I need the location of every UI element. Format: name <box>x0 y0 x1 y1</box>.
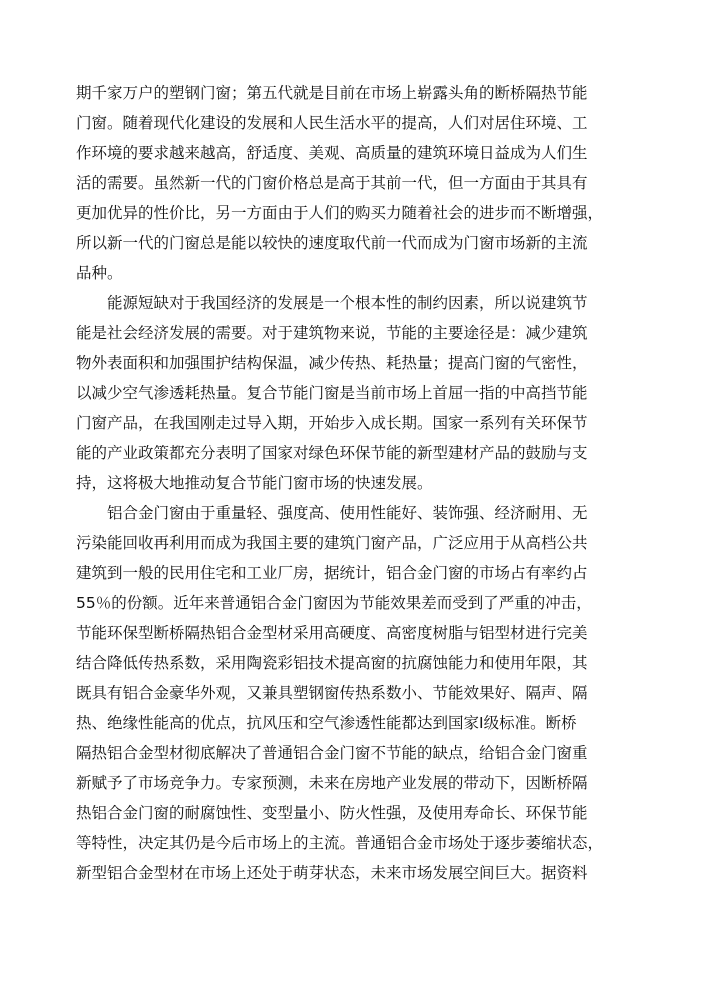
text-line: 污染能回收再利用而成为我国主要的建筑门窗产品，广泛应用于从高档公共 <box>76 534 588 552</box>
text-line: 门窗产品，在我国刚走过导入期，开始步入成长期。国家一系列有关环保节 <box>76 414 588 432</box>
text-line: 期千家万户的塑钢门窗；第五代就是目前在市场上崭露头角的断桥隔热节能 <box>76 84 588 102</box>
text-line: 新赋予了市场竞争力。专家预测，未来在房地产业发展的带动下，因断桥隔 <box>76 774 588 792</box>
text-line: 活的需要。虽然新一代的门窗价格总是高于其前一代，但一方面由于其具有 <box>76 174 588 192</box>
text-line: 持，这将极大地推动复合节能门窗市场的快速发展。 <box>76 474 433 492</box>
text-line: 热铝合金门窗的耐腐蚀性、变型量小、防火性强，及使用寿命长、环保节能 <box>76 804 588 822</box>
text-line: 以减少空气渗透耗热量。复合节能门窗是当前市场上首屈一指的中高挡节能 <box>76 384 588 402</box>
text-line: 等特性，决定其仍是今后市场上的主流。普通铝合金市场处于逐步萎缩状态， <box>76 834 604 852</box>
text-line: 作环境的要求越来越高，舒适度、美观、高质量的建筑环境日益成为人们生 <box>76 144 588 162</box>
text-line: 55％的份额。近年来普通铝合金门窗因为节能效果差而受到了严重的冲击， <box>76 594 592 612</box>
paragraph-first-line: 铝合金门窗由于重量轻、强度高、使用性能好、装饰强、经济耐用、无 <box>107 504 588 522</box>
text-line: 结合降低传热系数，采用陶瓷彩铝技术提高窗的抗腐蚀能力和使用年限，其 <box>76 654 588 672</box>
text-line: 热、绝缘性能高的优点，抗风压和空气渗透性能都达到国家Ⅰ级标准。断桥 <box>76 714 577 732</box>
text-line: 新型铝合金型材在市场上还处于萌芽状态，未来市场发展空间巨大。据资料 <box>76 864 588 882</box>
text-line: 门窗。随着现代化建设的发展和人民生活水平的提高，人们对居住环境、工 <box>76 114 588 132</box>
text-line: 能是社会经济发展的需要。对于建筑物来说，节能的主要途径是：减少建筑 <box>76 324 588 342</box>
text-line: 品种。 <box>76 264 123 282</box>
text-line: 隔热铝合金型材彻底解决了普通铝合金门窗不节能的缺点，给铝合金门窗重 <box>76 744 588 762</box>
paragraph-first-line: 能源短缺对于我国经济的发展是一个根本性的制约因素，所以说建筑节 <box>107 294 588 312</box>
text-line: 节能环保型断桥隔热铝合金型材采用高硬度、高密度树脂与铝型材进行完美 <box>76 624 588 642</box>
text-line: 更加优异的性价比，另一方面由于人们的购买力随着社会的进步而不断增强， <box>76 204 604 222</box>
text-line: 所以新一代的门窗总是能以较快的速度取代前一代而成为门窗市场新的主流 <box>76 234 588 252</box>
text-line: 能的产业政策都充分表明了国家对绿色环保节能的新型建材产品的鼓励与支 <box>76 444 588 462</box>
text-line: 物外表面积和加强围护结构保温，减少传热、耗热量；提高门窗的气密性， <box>76 354 588 372</box>
body-text <box>76 78 632 888</box>
text-line: 既具有铝合金豪华外观，又兼具塑钢窗传热系数小、节能效果好、隔声、隔 <box>76 684 588 702</box>
text-line: 建筑到一般的民用住宅和工业厂房，据统计，铝合金门窗的市场占有率约占 <box>76 564 588 582</box>
